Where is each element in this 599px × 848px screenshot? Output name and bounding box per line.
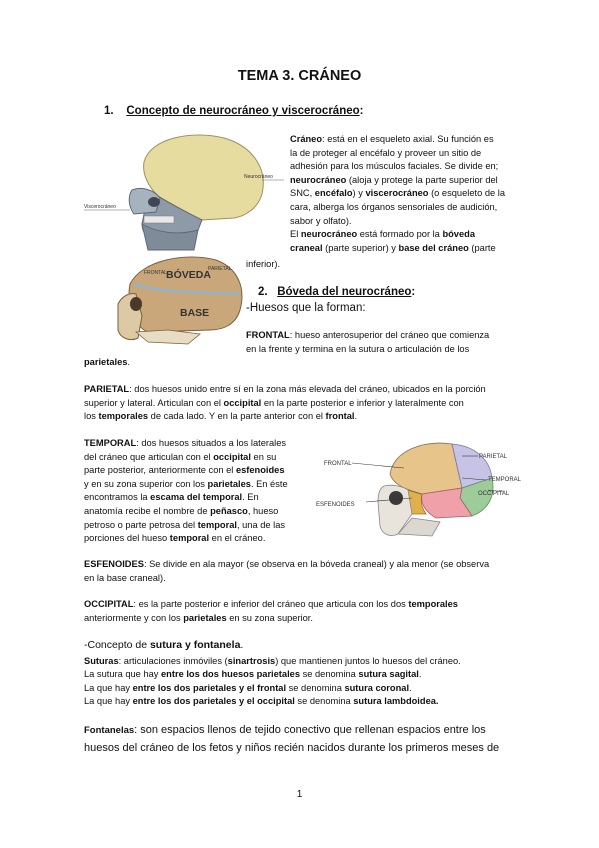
temporal-line-3a: parte posterior, anteriormente con el: [84, 465, 236, 476]
suturas-line-2e: .: [418, 669, 422, 680]
section-2-number: 2.: [258, 286, 268, 298]
viscerocraneo-label: Viscerocráneo: [84, 204, 116, 210]
penasco-term: peñasco: [210, 505, 248, 516]
parietal-paragraph: [84, 383, 516, 424]
section-2-title: Bóveda del neurocráneo: [277, 286, 412, 298]
suturas-line-3c: se denomina: [286, 682, 345, 693]
suturas-line-3b: entre los dos parietales y el frontal: [132, 682, 287, 693]
esfenoides-line-2: en la base craneal).: [84, 572, 166, 583]
temporal-line-7a: petroso o parte petrosa del: [84, 519, 198, 530]
temporales-term-2: temporales: [408, 599, 458, 609]
suturas-line-2c: se denomina: [300, 669, 359, 680]
fig3-frontal-label: FRONTAL: [324, 461, 352, 467]
section-1-heading: [104, 105, 364, 117]
craneo-line-6: cara, alberga los órganos sensoriales de audición,: [290, 201, 498, 212]
suturas-heading-c: .: [240, 639, 244, 651]
esfenoides-term-2: ESFENOIDES: [84, 559, 144, 569]
parietal-line-2c: en la parte posterior e inferior y lateralmente con: [261, 397, 464, 408]
temporal-line-8c: en el cráneo.: [209, 533, 266, 544]
page-title: TEMA 3. CRÁNEO: [237, 68, 362, 84]
craneo-term: Cráneo: [290, 134, 323, 144]
suturas-line-3e: .: [409, 682, 412, 693]
temporal-line-2a: del cráneo que articulan con el: [84, 451, 214, 462]
craneo-line-5e: (o esqueleto de la: [428, 188, 505, 199]
suturas-line-4c: se denomina: [294, 695, 354, 706]
occipital-paragraph: [84, 598, 516, 625]
frontal-line-1: : hueso anterosuperior del cráneo que comienza: [289, 330, 490, 340]
temporal-paragraph: [84, 437, 306, 546]
frontal-line-3: [84, 356, 130, 370]
suturas-line-4a: La que hay: [84, 695, 133, 706]
craneo-line-8c: está formado por la: [357, 229, 443, 240]
skull-division-figure: [84, 128, 284, 254]
occipital-line-2a: anteriormente y con los: [84, 612, 184, 623]
suturas-line-2b: entre los dos huesos parietales: [161, 669, 301, 680]
section-1-colon: :: [359, 105, 364, 117]
boveda-base-figure: [108, 252, 248, 350]
frontal-small-label: FRONTAL: [144, 270, 167, 276]
section-2-heading: [258, 286, 415, 298]
temporal-term: TEMPORAL: [84, 438, 137, 448]
skull-bones-figure: [312, 438, 522, 550]
craneal-term: craneal: [290, 242, 323, 253]
section-1-title: Concepto de neurocráneo y viscerocráneo: [126, 105, 360, 117]
parietal-small-label: PARIETAL: [208, 266, 232, 272]
temporal-line-5c: . En: [242, 492, 259, 503]
suturas-heading-a: -Concepto de: [84, 639, 150, 651]
craneo-line-5a: SNC,: [290, 188, 315, 199]
occipital-term-3: OCCIPITAL: [84, 599, 134, 609]
suturas-line-1b: : articulaciones inmóviles (: [118, 656, 228, 666]
occipital-line-2c: en su zona superior.: [226, 612, 313, 623]
craneo-line-3: adhesión para los músculos faciales. Se divide en;: [290, 161, 499, 172]
viscerocraneo-term: viscerocráneo: [365, 188, 429, 199]
craneo-line-7: sabor y olfato).: [290, 215, 352, 226]
fig3-occipital-label: OCCIPITAL: [478, 491, 510, 497]
parietales-term: parietales: [84, 357, 128, 367]
parietal-period: .: [354, 411, 358, 422]
fig3-esfenoides-label: ESFENOIDES: [316, 502, 355, 508]
craneo-line-9d: (parte: [468, 242, 496, 253]
esfenoides-term: esfenoides: [235, 465, 285, 476]
sutura-coronal-term: sutura coronal: [344, 682, 410, 693]
suturas-paragraph: [84, 655, 516, 708]
fontanelas-line-2: huesos del cráneo de los fetos y niños recién nacidos durante los primeros meses de: [84, 741, 500, 754]
neurocraneo-label: Neurocráneo: [244, 174, 273, 180]
parietal-line-3c: de cada lado. Y en la parte anterior con el: [148, 411, 326, 422]
section-2-subtitle: -Huesos que la forman:: [246, 302, 366, 314]
frontal-term: FRONTAL: [246, 330, 290, 340]
occipital-term-2: occipital: [213, 451, 251, 462]
temporal-line-8a: porciones del hueso: [84, 533, 170, 544]
temporal-line-7c: , una de las: [236, 519, 286, 530]
parietal-line-1: : dos huesos unido entre sí en la zona más elevada del cráneo, ubicados en la porción: [129, 384, 486, 394]
temporal-line-4a: y en su zona superior con los: [84, 478, 208, 489]
temporal-line-2c: en su: [250, 451, 277, 462]
fontanelas-term: Fontanelas: [84, 725, 135, 736]
craneo-paragraph: [290, 133, 515, 255]
parietales-term-2: parietales: [207, 478, 251, 489]
parietal-line-3a: los: [84, 411, 99, 422]
encefalo-term: encéfalo: [314, 188, 353, 199]
sinartrosis-term: sinartrosis: [227, 656, 276, 666]
suturas-line-4b: entre los dos parietales y el occipital: [132, 695, 295, 706]
suturas-line-1d: ) que mantienen juntos lo huesos del cráneo.: [275, 656, 461, 666]
craneo-line-9b: (parte superior) y: [322, 242, 399, 253]
frontal-term-2: frontal: [325, 411, 355, 422]
temporal-line-6c: , hueso: [247, 505, 279, 516]
temporal-line-6a: anatomía recibe el nombre de: [84, 505, 211, 516]
neurocraneo-term-2: neurocráneo: [300, 229, 358, 240]
suturas-heading: [84, 639, 243, 651]
suturas-line-3a: La que hay: [84, 682, 133, 693]
craneo-line-10: inferior).: [246, 259, 281, 269]
craneo-line-4: (aloja y protege la parte superior del: [346, 174, 498, 185]
escama-term: escama del temporal: [150, 492, 243, 503]
temporal-line-1: : dos huesos situados a los laterales: [136, 438, 287, 448]
craneo-line-8a: El: [290, 229, 301, 240]
parietal-term: PARIETAL: [84, 384, 130, 394]
craneo-line-5c: ) y: [352, 188, 366, 199]
frontal-line-2: en la frente y termina en la sutura o articulación de los: [246, 343, 470, 354]
boveda-term: bóveda: [442, 229, 475, 240]
frontal-period: .: [127, 357, 131, 367]
suturas-term: Suturas: [84, 656, 119, 666]
section-2-colon: :: [411, 286, 416, 298]
occipital-line-1: : es la parte posterior e inferior del cráneo que articula con los dos: [133, 599, 409, 609]
base-craneo-term: base del cráneo: [398, 242, 469, 253]
temporal-term-2: temporal: [197, 519, 237, 530]
esfenoides-line-1: : Se divide en ala mayor (se observa en la bóveda craneal) y ala menor (se observa: [143, 559, 490, 569]
occipital-term: occipital: [223, 397, 262, 408]
page-number: 1: [296, 789, 303, 800]
suturas-line-2a: La sutura que hay: [84, 669, 162, 680]
suturas-heading-b: sutura y fontanela: [149, 639, 241, 651]
craneo-line-1: : está en el esqueleto axial. Su función es: [322, 134, 494, 144]
esfenoides-paragraph: [84, 558, 516, 585]
parietales-term-3: parietales: [183, 612, 227, 623]
temporales-term: temporales: [98, 411, 149, 422]
frontal-paragraph: [246, 329, 515, 356]
base-label: BASE: [180, 307, 210, 319]
craneo-line-2: la de proteger al encéfalo y proveer un sitio de: [290, 147, 482, 158]
fig3-parietal-label: PARIETAL: [479, 454, 508, 460]
temporal-line-4c: . En éste: [250, 478, 288, 489]
temporal-line-5a: encontramos la: [84, 492, 151, 503]
fontanelas-line-1: : son espacios llenos de tejido conectivo que rellenan espacios entre los: [134, 724, 486, 736]
neurocraneo-term: neurocráneo: [290, 174, 347, 185]
parietal-line-2a: superior y lateral. Articulan con el: [84, 397, 224, 408]
sutura-sagital-term: sutura sagital: [358, 669, 419, 680]
fontanelas-paragraph: [84, 722, 516, 756]
boveda-label: BÓVEDA: [166, 269, 211, 281]
section-1-number: 1.: [104, 105, 114, 117]
temporal-term-3: temporal: [169, 533, 210, 544]
sutura-lambdoidea-term: sutura lambdoidea.: [353, 695, 439, 706]
fig3-temporal-label: TEMPORAL: [488, 477, 522, 483]
